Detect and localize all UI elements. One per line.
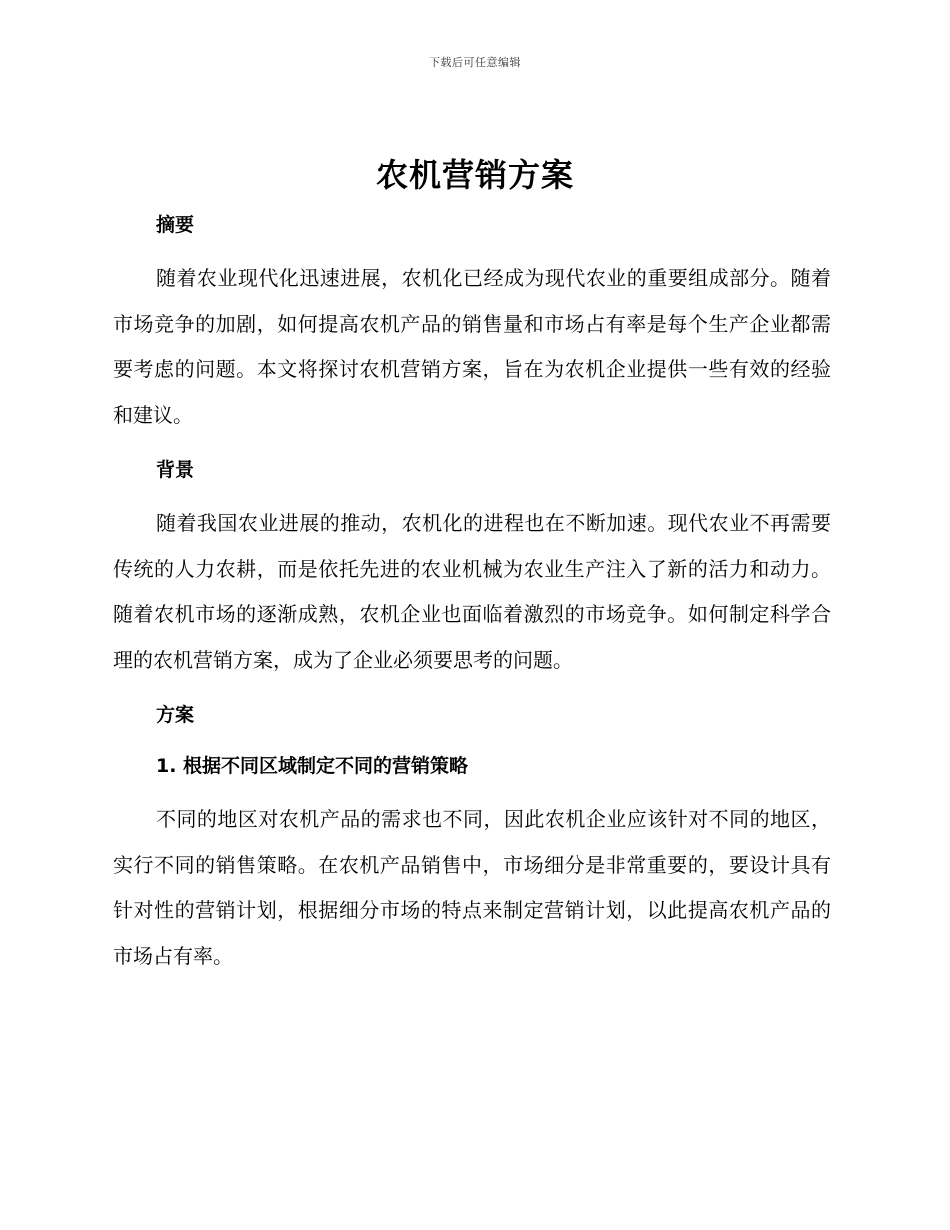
abstract-heading: 摘要 (156, 214, 195, 236)
plan-subheading: 1. 根据不同区域制定不同的营销策略 (156, 755, 469, 777)
abstract-paragraph: 随着农业现代化迅速进展，农机化已经成为现代农业的重要组成部分。随着市场竞争的加剧，如何提高农机产品的销售量和市场占有率是每个生产企业都需要考虑的问题。本文将探讨农机营销方案，旨在为农机企业提供一些有效的经验和建议。 (113, 266, 831, 427)
background-paragraph: 随着我国农业进展的推动，农机化的进程也在不断加速。现代农业不再需要传统的人力农耕，而是依托先进的农业机械为农业生产注入了新的活力和动力。随着农机市场的逐渐成熟，农机企业也面临着激烈的市场竞争。如何制定科学合理的农机营销方案，成为了企业必须要思考的问题。 (113, 511, 831, 672)
plan-paragraph: 不同的地区对农机产品的需求也不同，因此农机企业应该针对不同的地区，实行不同的销售策略。在农机产品销售中，市场细分是非常重要的，要设计具有针对性的营销计划，根据细分市场的特点来制定营销计划，以此提高农机产品的市场占有率。 (113, 807, 831, 968)
background-heading: 背景 (156, 459, 195, 481)
plan-heading: 方案 (156, 704, 195, 726)
page-header-note: 下载后可任意编辑 (429, 56, 521, 69)
document-title: 农机营销方案 (375, 156, 574, 194)
document-body (113, 205, 831, 979)
